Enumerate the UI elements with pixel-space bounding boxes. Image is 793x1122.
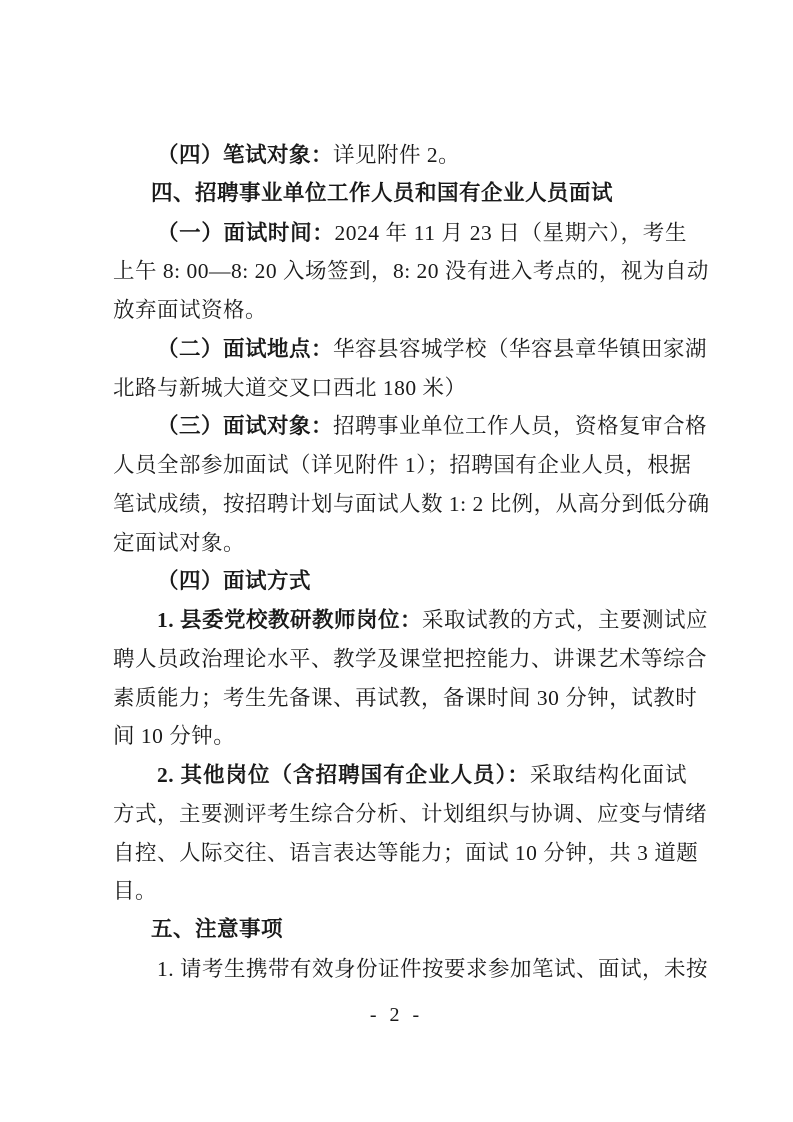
text: 华容县容城学校（华容县章华镇田家湖 [333,336,708,361]
text: 定面试对象。 [113,530,246,555]
text: 聘人员政治理论水平、教学及课堂把控能力、讲课艺术等综合 [113,646,708,671]
label: （三）面试对象： [157,414,334,439]
section-heading-notes [113,911,687,950]
para-teacher-post [113,601,709,640]
document-body [113,136,710,989]
text-line [113,369,687,408]
text-line [113,717,687,756]
text: 2024 年 11 月 23 日（星期六），考生 [334,220,687,245]
text-line [113,291,687,330]
para-written-exam-target [113,136,687,175]
text: 方式，主要测评考生综合分析、计划组织与协调、应变与情绪 [113,801,708,826]
text-line [113,640,708,679]
para-interview-location [113,330,708,369]
text-line [113,834,699,873]
text: 采取试教的方式，主要测试应 [422,608,709,632]
text: 人员全部参加面试（详见附件 1）；招聘国有企业人员，根据 [113,453,692,477]
text: 上午 8: 00—8: 20 入场签到，8: 20 没有进入考点的，视为自动 [113,259,709,284]
para-other-posts [113,756,687,795]
text: 目。 [113,879,158,904]
subheading-interview-method [113,562,687,601]
text-line [113,524,687,563]
label: （四）面试方式 [157,569,312,594]
text-line [113,679,698,718]
text: 1. 请考生携带有效身份证件按要求参加笔试、面试，未按 [157,956,709,981]
text: 间 10 分钟。 [113,724,236,749]
para-interview-target [113,407,708,446]
text-line [113,446,692,485]
section-heading-interview [113,175,687,214]
text: 放弃面试资格。 [113,298,268,322]
label: （二）面试地点： [157,336,334,361]
heading: 四、招聘事业单位工作人员和国有企业人员面试 [151,180,614,206]
text-line [113,252,709,291]
text-line [113,485,710,524]
page-number: - 2 - [369,1004,424,1026]
para-note-1 [113,950,709,989]
para-interview-time [113,214,687,253]
text-line [113,795,708,834]
text: 采取结构化面试 [529,763,687,787]
label: 1. 县委党校教研教师岗位： [157,608,423,632]
text: 北路与新城大道交叉口西北 180 米） [113,375,467,400]
text-line [113,872,687,911]
text: 笔试成绩，按招聘计划与面试人数 1: 2 比例，从高分到低分确 [113,491,710,516]
text: 详见附件 2。 [333,143,461,167]
text: 素质能力；考生先备课、再试教，备课时间 30 分钟，试教时 [113,685,698,710]
text: 自控、人际交往、语言表达等能力；面试 10 分钟，共 3 道题 [113,840,699,865]
label: （四）笔试对象： [157,143,334,167]
text: 招聘事业单位工作人员，资格复审合格 [333,414,708,439]
label: （一）面试时间： [157,220,335,245]
heading: 五、注意事项 [151,917,284,942]
label: 2. 其他岗位（含招聘国有企业人员）： [157,763,530,787]
